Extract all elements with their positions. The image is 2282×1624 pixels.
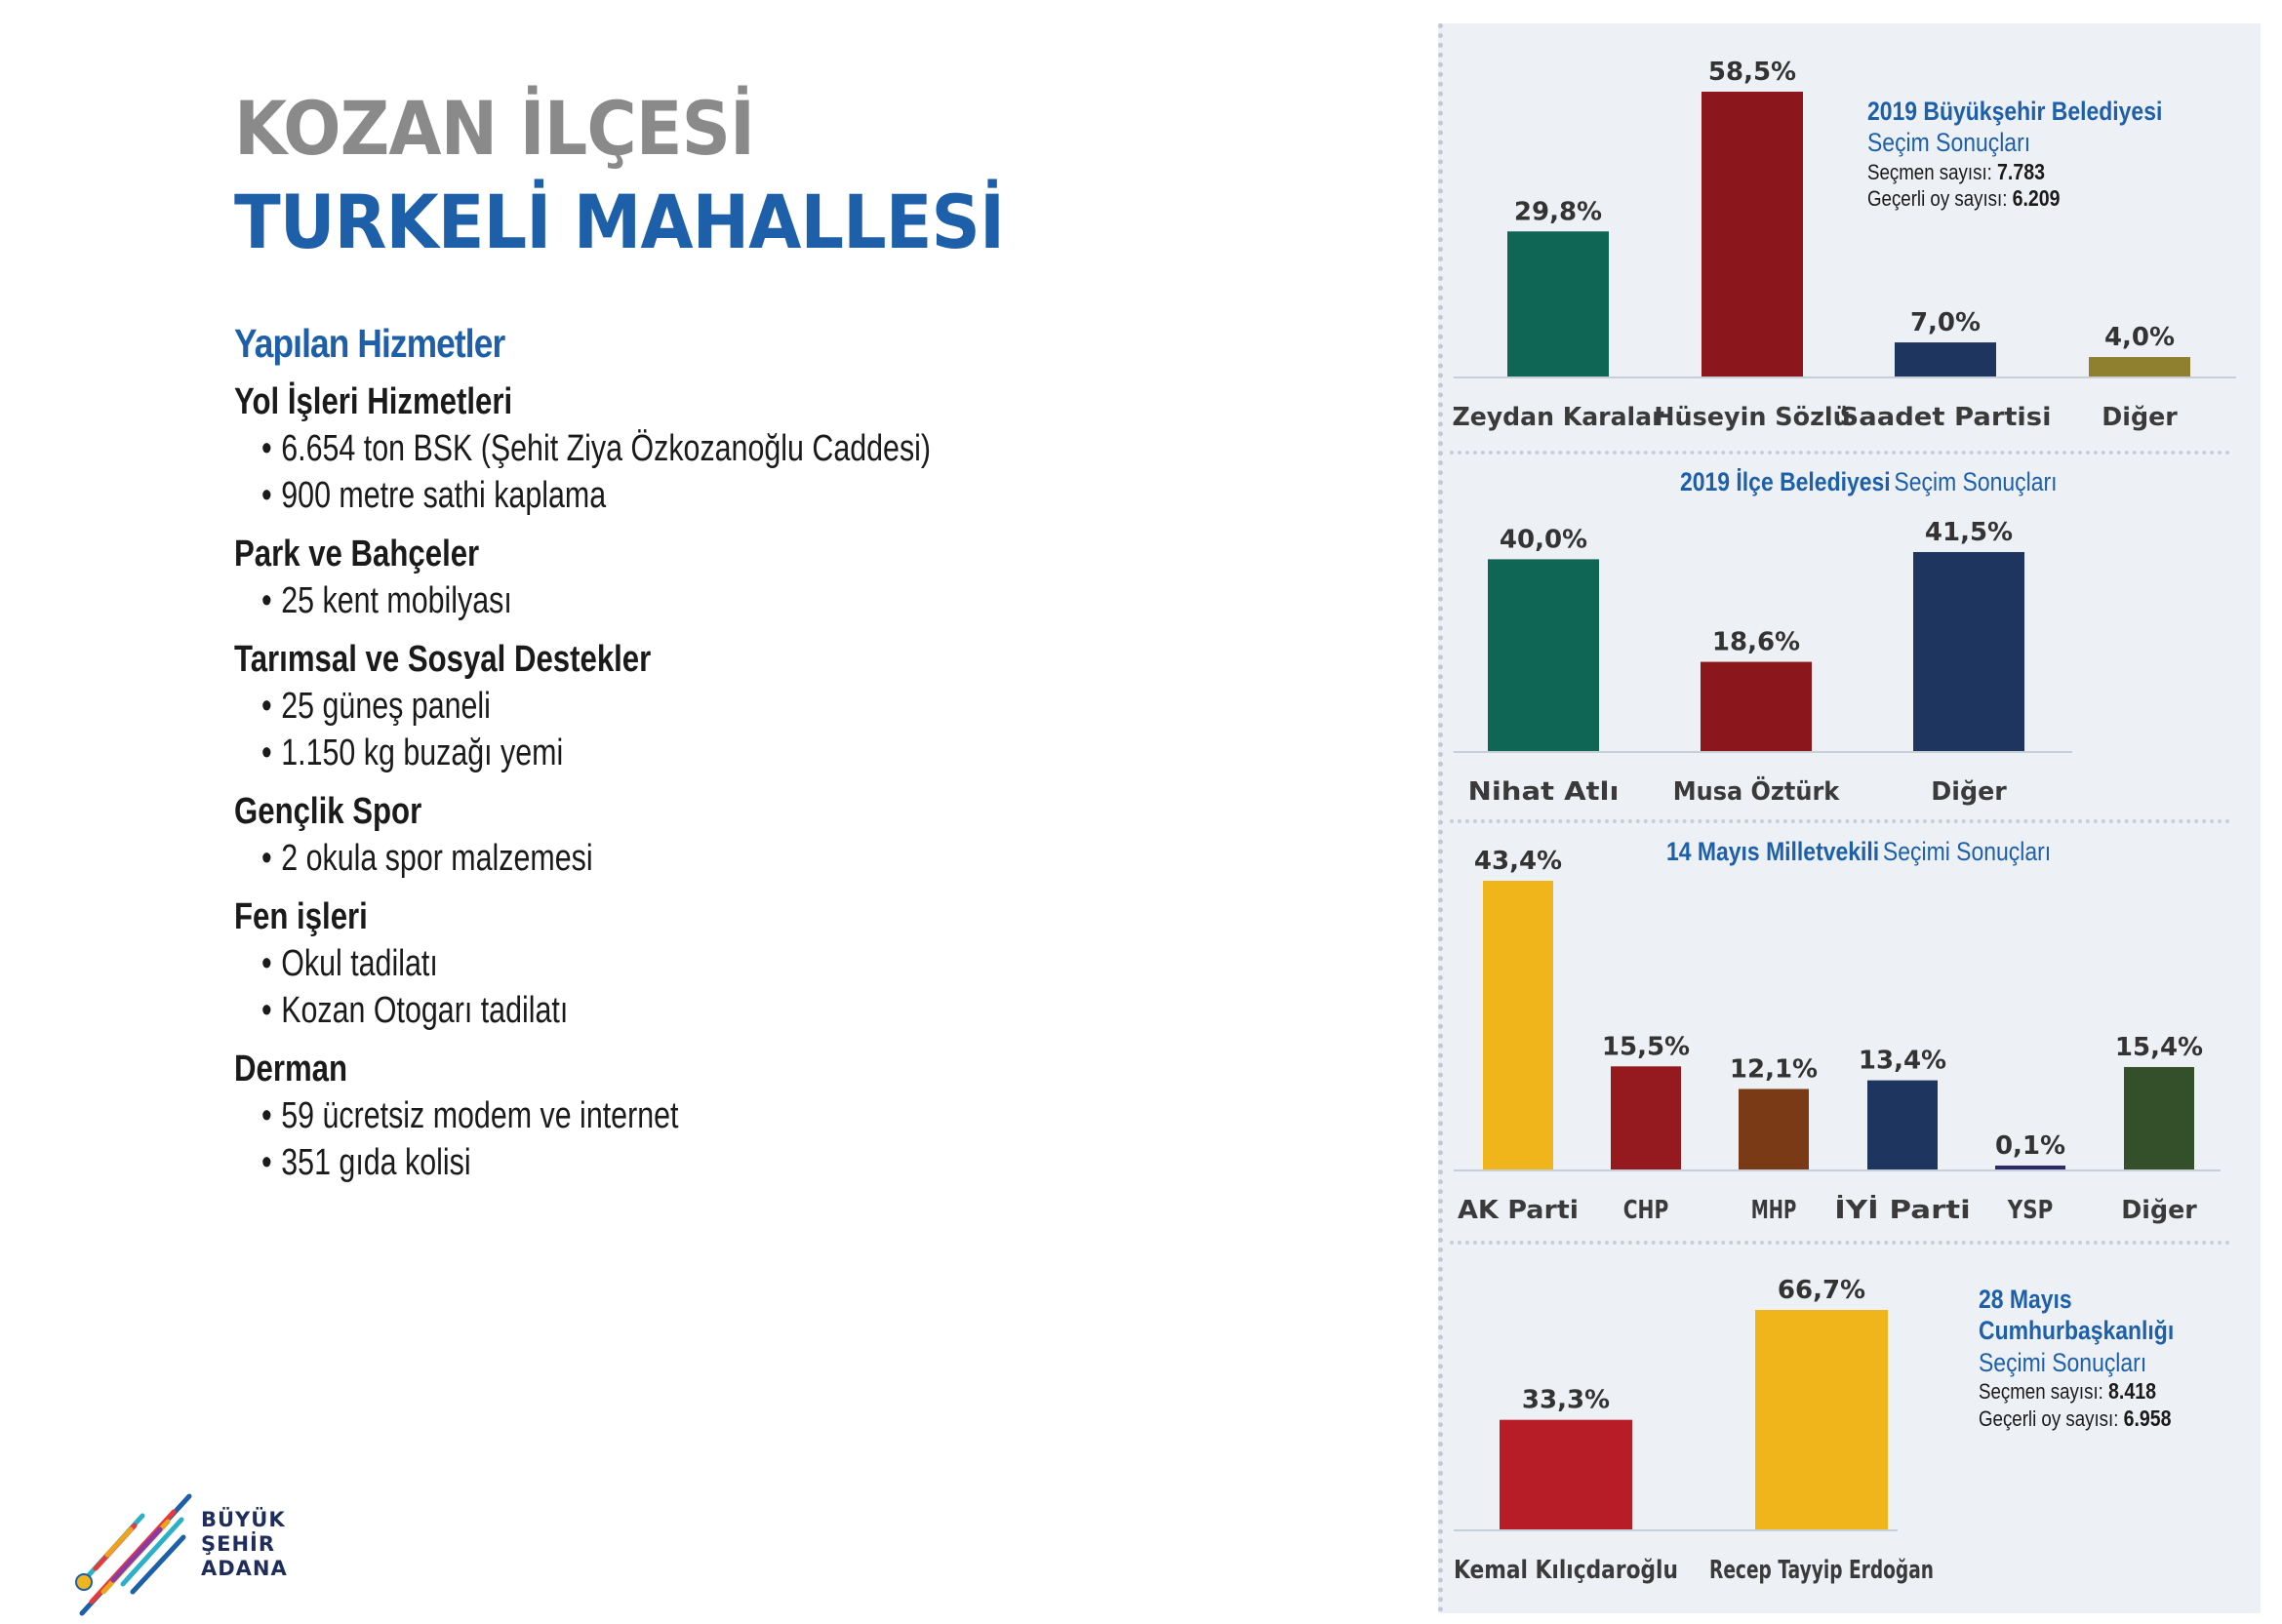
chart-bar	[1895, 342, 1996, 376]
chart-data-label: 7,0%	[1909, 308, 1982, 338]
service-item: • 900 metre sathi kaplama	[261, 472, 1021, 519]
chart-category-label: Diğer	[1931, 777, 2007, 807]
chart-title-bold: 28 Mayıs Cumhurbaşkanlığı	[1979, 1285, 2175, 1346]
chart-data-label: 41,5%	[1924, 518, 2014, 547]
chart-category-label: Saadet Partisi	[1839, 403, 2052, 432]
chart-bar	[2124, 1067, 2194, 1169]
chart-data-label: 15,4%	[2114, 1032, 2204, 1062]
chart-title-bold: 14 Mayıs Milletvekili	[1666, 837, 1880, 866]
chart-data-label: 58,5%	[1707, 58, 1797, 87]
chart-bar	[1611, 1066, 1681, 1169]
chart-data-label: 40,0%	[1499, 525, 1588, 555]
chart-category-label: Diğer	[2102, 403, 2178, 432]
chart-bar	[1739, 1089, 1809, 1169]
chart-bar	[1913, 552, 2024, 751]
chart-category-label: Hüseyin Sözlü	[1654, 403, 1851, 432]
service-item: • Okul tadilatı	[261, 940, 1021, 987]
service-section-title: Fen işleri	[234, 896, 368, 937]
service-item: • 6.654 ton BSK (Şehit Ziya Özkozanoğlu Caddesi)	[261, 425, 1021, 472]
chart-data-label: 4,0%	[2103, 323, 2176, 353]
service-section-title: Tarımsal ve Sosyal Destekler	[234, 639, 652, 680]
chart-bar	[1755, 1310, 1888, 1529]
chart-data-label: 33,3%	[1521, 1385, 1611, 1415]
service-item: • Kozan Otogarı tadilatı	[261, 987, 1021, 1034]
chart-title-bold: 2019 Büyükşehir Belediyesi	[1867, 97, 2163, 126]
title-district: KOZAN İLÇESİ	[234, 85, 755, 172]
chart-data-label: 43,4%	[1473, 847, 1563, 876]
chart-stat-valid-votes: Geçerli oy sayısı: 6.209	[1867, 185, 2061, 212]
service-item: • 1.150 kg buzağı yemi	[261, 730, 1021, 776]
chart-data-label: 15,5%	[1601, 1032, 1691, 1062]
chart-category-label: İYİ Parti	[1834, 1196, 1949, 1225]
chart-bar	[1867, 1081, 1938, 1169]
chart-data-label: 66,7%	[1777, 1276, 1866, 1305]
chart-category-label: Nihat Atlı	[1467, 777, 1620, 807]
chart-bar	[1500, 1420, 1632, 1529]
logo-text-line: BÜYÜK	[201, 1508, 286, 1531]
service-item: • 2 okula spor malzemesi	[261, 835, 1021, 882]
chart-category-label: YSP	[2006, 1196, 2054, 1225]
chart-category-label: Musa Öztürk	[1672, 777, 1854, 807]
chart-category-label: Recep Tayyip Erdoğan	[1709, 1556, 1934, 1585]
chart-bar	[2089, 357, 2190, 376]
service-item: • 25 güneş paneli	[261, 683, 1021, 730]
chart-title-rest: Seçim Sonuçları	[1894, 467, 2058, 496]
logo-text-line: ADANA	[201, 1557, 288, 1580]
service-section-title: Park ve Bahçeler	[234, 534, 480, 574]
services-heading: Yapılan Hizmetler	[234, 321, 505, 366]
chart-bar	[1701, 662, 1812, 751]
chart-title-rest: Seçim Sonuçları	[1867, 128, 2031, 158]
chart-stat-voters: Seçmen sayısı: 7.783	[1867, 158, 2045, 184]
title-neighborhood: TURKELİ MAHALLESİ	[234, 178, 1005, 265]
logo-text-line: ŞEHİR	[201, 1532, 276, 1556]
chart-category-label: MHP	[1750, 1196, 1797, 1225]
chart-bar	[1488, 559, 1599, 751]
chart-data-label: 12,1%	[1729, 1054, 1819, 1085]
chart-category-label: CHP	[1622, 1196, 1669, 1225]
service-item: • 59 ücretsiz modem ve internet	[261, 1092, 1021, 1139]
chart-category-label: AK Parti	[1458, 1196, 1579, 1225]
chart-title-bold: 2019 İlçe Belediyesi	[1680, 467, 1891, 496]
chart-stat-valid-votes: Geçerli oy sayısı: 6.958	[1979, 1405, 2172, 1431]
chart-bar	[1507, 231, 1609, 376]
chart-data-label: 13,4%	[1858, 1046, 1947, 1076]
service-section-title: Derman	[234, 1049, 348, 1089]
service-section-title: Yol İşleri Hizmetleri	[234, 381, 513, 422]
chart-category-label: Kemal Kılıçdaroğlu	[1454, 1556, 1678, 1585]
service-item: • 25 kent mobilyası	[261, 577, 1021, 624]
chart-data-label: 18,6%	[1711, 627, 1801, 657]
chart-bar	[1995, 1166, 2065, 1169]
service-item: • 351 gıda kolisi	[261, 1139, 1021, 1186]
chart-category-label: Diğer	[2121, 1196, 2197, 1225]
chart-category-label: Zeydan Karalar	[1452, 403, 1664, 432]
service-section-title: Gençlik Spor	[234, 791, 422, 832]
chart-data-label: 0,1%	[1994, 1131, 2066, 1161]
chart-bar	[1483, 881, 1553, 1169]
chart-title-rest: Seçimi Sonuçları	[1979, 1347, 2147, 1377]
chart-stat-voters: Seçmen sayısı: 8.418	[1979, 1378, 2156, 1405]
chart-title-rest: Seçimi Sonuçları	[1882, 837, 2052, 866]
chart-bar	[1701, 92, 1803, 376]
chart-data-label: 29,8%	[1513, 197, 1603, 227]
